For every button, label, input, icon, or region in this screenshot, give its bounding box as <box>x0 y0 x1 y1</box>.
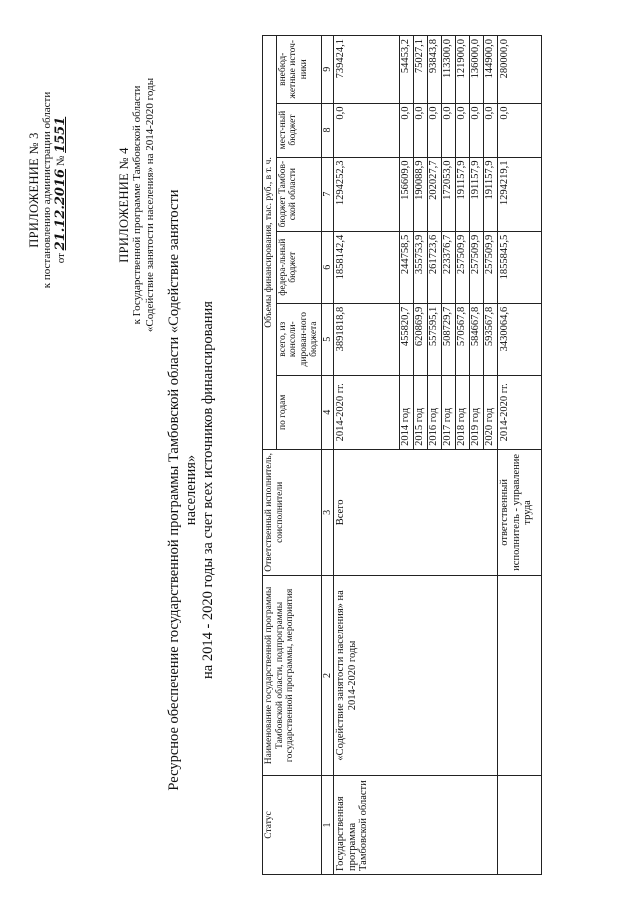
index-cell: 2 <box>321 575 334 775</box>
executor-status-empty <box>498 776 542 875</box>
year-local: 0,0 <box>484 103 498 157</box>
year-total: 593567,8 <box>484 303 498 375</box>
year-regional: 191157,9 <box>484 157 498 231</box>
year-regional: 156609,0 <box>400 157 414 231</box>
year-federal: 257509,9 <box>456 231 470 303</box>
appendix-3-header <box>28 40 68 340</box>
year-label: 2020 год <box>484 375 498 449</box>
program-total: 3891818,8 <box>334 303 400 375</box>
executor-regional: 1294219,1 <box>498 157 542 231</box>
year-total: 620869,9 <box>414 303 428 375</box>
executor-name-empty <box>498 575 542 775</box>
index-row <box>321 36 334 875</box>
executor-period: 2014-2020 гг. <box>498 375 542 449</box>
appendix-4-line1: к Государственной программе Тамбовской области <box>131 85 143 325</box>
year-label: 2014 год <box>400 375 414 449</box>
title-line2: на 2014 - 2020 годы за счет всех источников финансирования <box>200 301 216 679</box>
header-volumes: Объемы финансирования, тыс. руб., в т. ч. <box>263 36 277 450</box>
year-federal: 355753,9 <box>414 231 428 303</box>
year-label: 2019 год <box>470 375 484 449</box>
year-label: 2015 год <box>414 375 428 449</box>
year-total: 508729,7 <box>442 303 456 375</box>
year-local: 0,0 <box>442 103 456 157</box>
header-federal: федера-льный бюджет <box>276 231 321 303</box>
appendix-4-title: ПРИЛОЖЕНИЕ № 4 <box>117 147 131 263</box>
year-regional: 190088,9 <box>414 157 428 231</box>
year-federal: 257509,9 <box>470 231 484 303</box>
header-executor: Ответственный исполнитель, соисполнители <box>263 449 322 575</box>
header-by-years: по годам <box>276 375 321 449</box>
year-regional: 191157,9 <box>470 157 484 231</box>
year-total: 584667,8 <box>470 303 484 375</box>
executor-federal: 1855845,5 <box>498 231 542 303</box>
program-federal: 1858142,4 <box>334 231 400 303</box>
handwritten-number: 1551 <box>53 116 68 153</box>
year-federal: 223376,7 <box>442 231 456 303</box>
year-offbudget: 54453,2 <box>400 36 414 104</box>
year-regional: 191157,9 <box>456 157 470 231</box>
executor-offbudget: 280000,0 <box>498 36 542 104</box>
program-regional: 1294252,3 <box>334 157 400 231</box>
index-cell: 9 <box>321 36 334 104</box>
index-cell: 7 <box>321 157 334 231</box>
funding-table-wrapper <box>262 35 542 875</box>
funding-table <box>262 35 542 875</box>
program-local: 0,0 <box>334 103 400 157</box>
year-regional: 172053,0 <box>442 157 456 231</box>
year-federal: 261723,6 <box>428 231 442 303</box>
year-federal: 257509,9 <box>484 231 498 303</box>
appendix-4-line2: «Содействие занятости населения» на 2014-2020 годы <box>144 77 156 333</box>
year-offbudget: 75027,1 <box>414 36 428 104</box>
program-name: «Содействие занятости населения» на 2014-2020 годы <box>334 575 498 775</box>
program-total-row <box>334 36 400 875</box>
year-offbudget: 121900,0 <box>456 36 470 104</box>
header-row-1 <box>263 36 277 875</box>
appendix-3-line: к постановлению администрации области <box>41 91 53 289</box>
year-label: 2018 год <box>456 375 470 449</box>
year-local: 0,0 <box>414 103 428 157</box>
year-offbudget: 144900,0 <box>484 36 498 104</box>
index-cell: 3 <box>321 449 334 575</box>
year-offbudget: 113300,0 <box>442 36 456 104</box>
appendix-3-title: ПРИЛОЖЕНИЕ № 3 <box>27 132 41 248</box>
year-federal: 244758,5 <box>400 231 414 303</box>
program-offbudget: 739424,1 <box>334 36 400 104</box>
index-cell: 1 <box>321 776 334 875</box>
document-title <box>166 170 217 810</box>
program-status: Государственная программа Тамбовской области <box>334 776 498 875</box>
year-regional: 202027,7 <box>428 157 442 231</box>
number-label: № <box>55 155 67 167</box>
appendix-3-date-line <box>54 40 68 340</box>
year-local: 0,0 <box>470 103 484 157</box>
year-offbudget: 93843,8 <box>428 36 442 104</box>
header-name: Наименование государственной программы Тамбовской области, подпрограммы государственной программы, мероприятия <box>263 575 322 775</box>
index-cell: 6 <box>321 231 334 303</box>
header-offbudget: внебюд-жетные источ-ники <box>276 36 321 104</box>
year-total: 455820,7 <box>400 303 414 375</box>
header-regional: бюджет Тамбов-ской области <box>276 157 321 231</box>
index-cell: 5 <box>321 303 334 375</box>
header-local: мест-ный бюджет <box>276 103 321 157</box>
year-total: 557595,1 <box>428 303 442 375</box>
header-status: Статус <box>263 776 322 875</box>
executor-row <box>498 36 542 875</box>
year-label: 2017 год <box>442 375 456 449</box>
executor-label: ответственный исполнитель - управление труда <box>498 449 542 575</box>
program-period: 2014-2020 гг. <box>334 375 400 449</box>
appendix-4-header <box>118 40 157 370</box>
header-total: всего, из консоли-дирован-ного бюджета <box>276 303 321 375</box>
index-cell: 4 <box>321 375 334 449</box>
year-local: 0,0 <box>456 103 470 157</box>
from-label: от <box>55 253 67 264</box>
year-local: 0,0 <box>400 103 414 157</box>
handwritten-date: 21.12.2016 <box>53 168 68 251</box>
index-cell: 8 <box>321 103 334 157</box>
year-offbudget: 136000,0 <box>470 36 484 104</box>
year-local: 0,0 <box>428 103 442 157</box>
executor-local: 0,0 <box>498 103 542 157</box>
executor-total: 3430064,6 <box>498 303 542 375</box>
program-executor: Всего <box>334 449 498 575</box>
title-line1: Ресурсное обеспечение государственной программы Тамбовской области «Содействие занятости населения» <box>166 189 199 791</box>
year-label: 2016 год <box>428 375 442 449</box>
year-total: 570567,8 <box>456 303 470 375</box>
